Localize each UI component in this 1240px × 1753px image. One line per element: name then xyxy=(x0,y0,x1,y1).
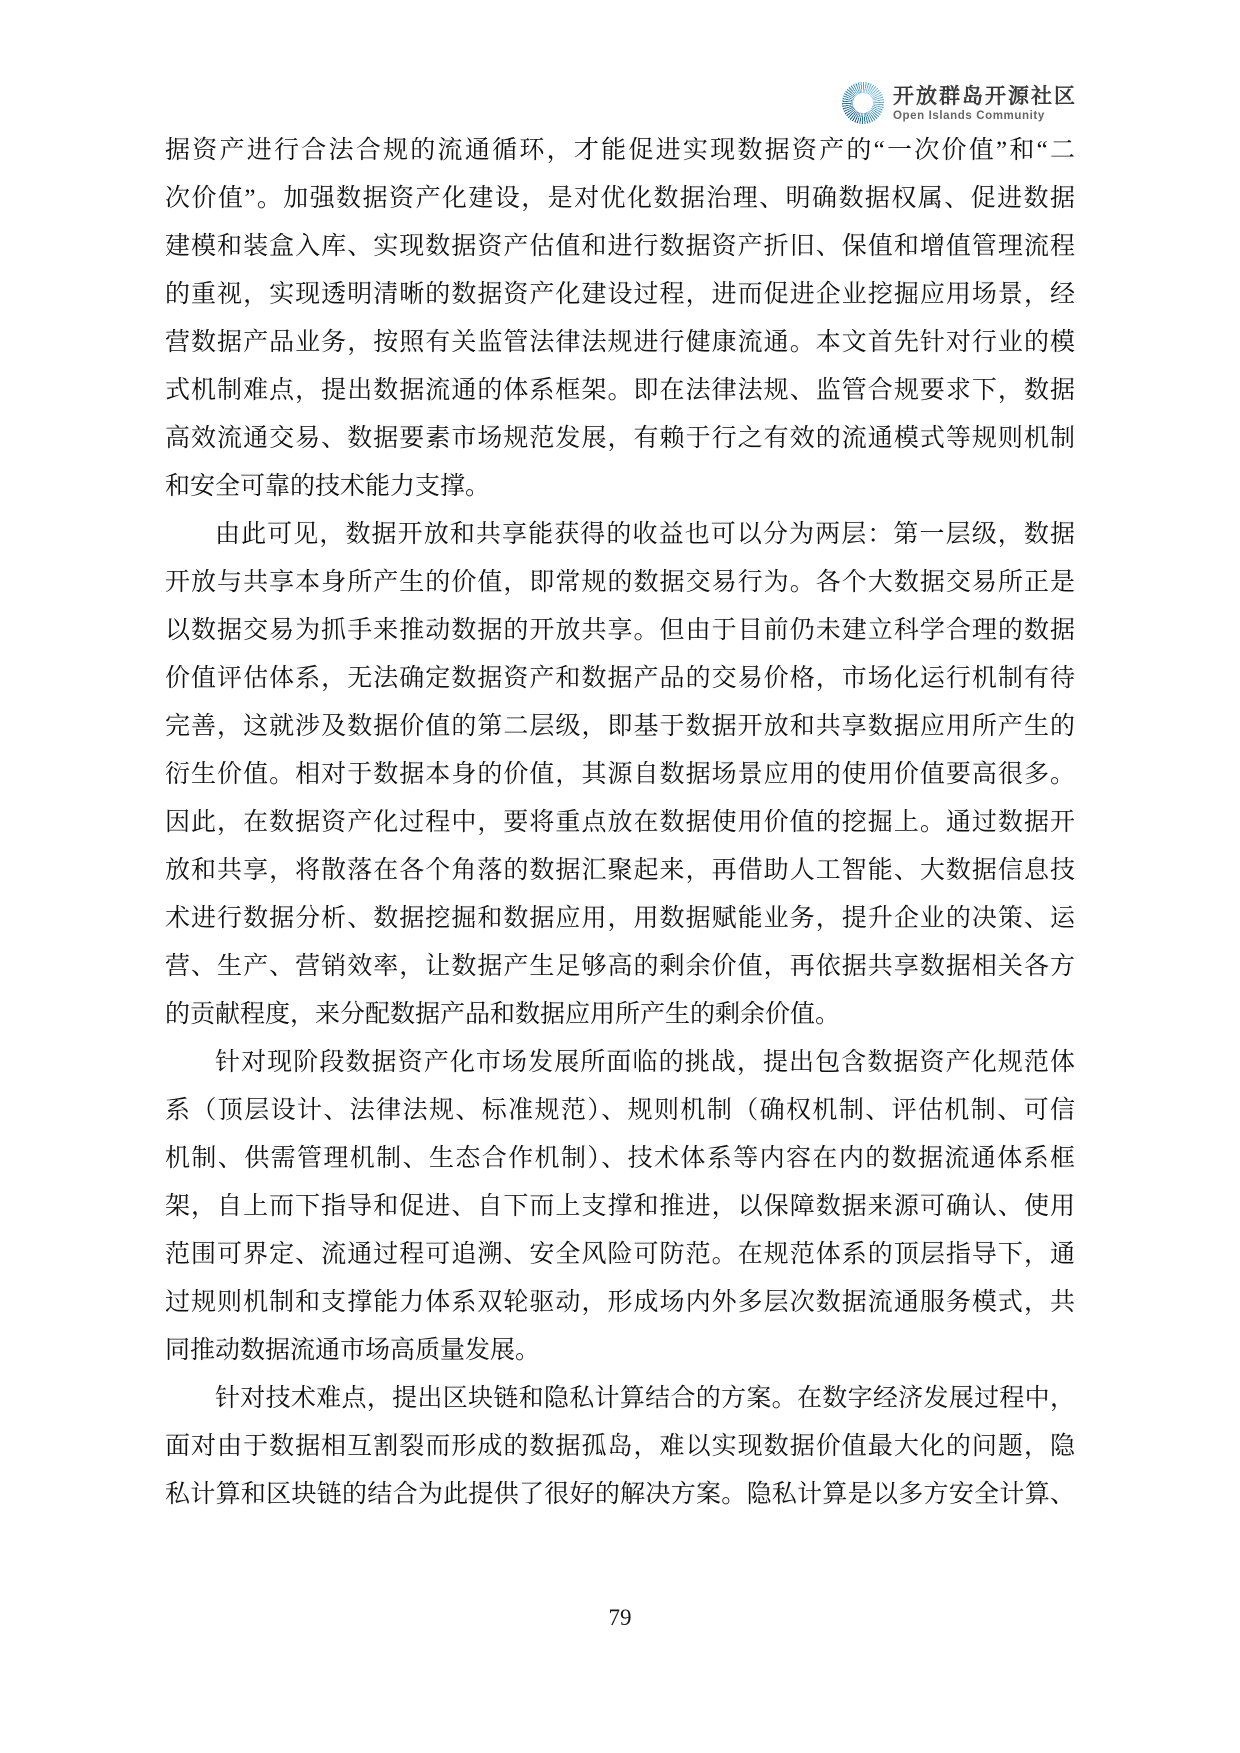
logo-title-en: Open Islands Community xyxy=(893,109,1045,122)
logo xyxy=(842,82,1077,124)
text-line: 衍生价值。相对于数据本身的价值，其源自数据场景应用的使用价值要高很多。 xyxy=(165,761,1075,788)
text-line: 针对技术难点，提出区块链和隐私计算结合的方案。在数字经济发展过程中， xyxy=(215,1385,1075,1412)
text-line: 私计算和区块链的结合为此提供了很好的解决方案。隐私计算是以多方安全计算、 xyxy=(165,1481,1075,1508)
logo-text xyxy=(893,84,1077,123)
text-line: 完善，这就涉及数据价值的第二层级，即基于数据开放和共享数据应用所产生的 xyxy=(165,713,1075,740)
text-line: 以数据交易为抓手来推动数据的开放共享。但由于目前仍未建立科学合理的数据 xyxy=(165,617,1075,644)
text-line: 据资产进行合法合规的流通循环，才能促进实现数据资产的“一次价值”和“二 xyxy=(165,137,1075,164)
text-line: 范围可界定、流通过程可追溯、安全风险可防范。在规范体系的顶层指导下，通 xyxy=(165,1241,1075,1268)
text-line: 价值评估体系，无法确定数据资产和数据产品的交易价格，市场化运行机制有待 xyxy=(165,665,1075,692)
sunburst-icon xyxy=(842,82,884,124)
text-line: 建模和装盒入库、实现数据资产估值和进行数据资产折旧、保值和增值管理流程 xyxy=(165,233,1075,260)
logo-title-zh: 开放群岛开源社区 xyxy=(893,84,1077,108)
text-line: 高效流通交易、数据要素市场规范发展，有赖于行之有效的流通模式等规则机制 xyxy=(165,425,1075,452)
text-line: 因此，在数据资产化过程中，要将重点放在数据使用价值的挖掘上。通过数据开 xyxy=(165,809,1075,836)
text-line: 由此可见，数据开放和共享能获得的收益也可以分为两层：第一层级，数据 xyxy=(215,521,1075,548)
text-line: 针对现阶段数据资产化市场发展所面临的挑战，提出包含数据资产化规范体 xyxy=(215,1049,1075,1076)
text-line: 面对由于数据相互割裂而形成的数据孤岛，难以实现数据价值最大化的问题，隐 xyxy=(165,1433,1075,1460)
text-line: 架，自上而下指导和促进、自下而上支撑和推进，以保障数据来源可确认、使用 xyxy=(165,1193,1075,1220)
text-line: 术进行数据分析、数据挖掘和数据应用，用数据赋能业务，提升企业的决策、运 xyxy=(165,905,1075,932)
text-line: 放和共享，将散落在各个角落的数据汇聚起来，再借助人工智能、大数据信息技 xyxy=(165,857,1075,884)
text-line: 和安全可靠的技术能力支撑。 xyxy=(165,473,491,500)
page-number: 79 xyxy=(608,1605,632,1630)
text-line: 过规则机制和支撑能力体系双轮驱动，形成场内外多层次数据流通服务模式，共 xyxy=(165,1289,1075,1316)
text-line: 开放与共享本身所产生的价值，即常规的数据交易行为。各个大数据交易所正是 xyxy=(165,569,1075,596)
text-line: 营、生产、营销效率，让数据产生足够高的剩余价值，再依据共享数据相关各方 xyxy=(165,953,1075,980)
text-line: 次价值”。加强数据资产化建设，是对优化数据治理、明确数据权属、促进数据 xyxy=(165,185,1075,212)
text-line: 的贡献程度，来分配数据产品和数据应用所产生的剩余价值。 xyxy=(165,1001,841,1028)
text-line: 式机制难点，提出数据流通的体系框架。即在法律法规、监管合规要求下，数据 xyxy=(165,377,1075,404)
body-text xyxy=(165,127,1075,1519)
text-line: 系（顶层设计、法律法规、标准规范）、规则机制（确权机制、评估机制、可信 xyxy=(165,1097,1075,1124)
text-line: 营数据产品业务，按照有关监管法律法规进行健康流通。本文首先针对行业的模 xyxy=(165,329,1075,356)
text-line: 的重视，实现透明清晰的数据资产化建设过程，进而促进企业挖掘应用场景，经 xyxy=(165,281,1075,308)
text-line: 机制、供需管理机制、生态合作机制）、技术体系等内容在内的数据流通体系框 xyxy=(165,1145,1075,1172)
text-line: 同推动数据流通市场高质量发展。 xyxy=(165,1337,541,1364)
